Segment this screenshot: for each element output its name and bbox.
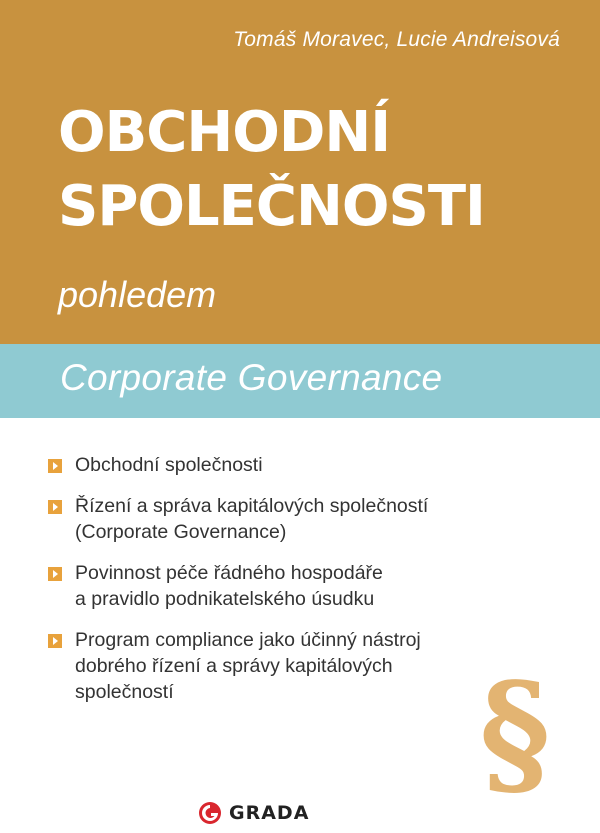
topic-item <box>48 493 518 545</box>
grada-logo-icon <box>198 801 222 825</box>
topic-item <box>48 627 518 705</box>
authors: Tomáš Moravec, Lucie Andreisová <box>233 28 560 51</box>
topic-list <box>48 452 518 720</box>
bullet-marker-icon <box>48 500 62 514</box>
section-sign-icon <box>470 668 560 803</box>
title-line-2: SPOLEČNOSTI <box>58 174 485 239</box>
bullet-marker-icon <box>48 459 62 473</box>
publisher-logo <box>198 800 309 826</box>
topic-line: Řízení a správa kapitálových společností <box>75 495 429 517</box>
topic-line: Povinnost péče řádného hospodáře <box>75 562 383 584</box>
svg-text:§: § <box>479 668 551 803</box>
corporate-governance-label: Corporate Governance <box>60 357 443 398</box>
topic-item <box>48 452 518 478</box>
topic-line: Program compliance jako účinný nástroj <box>75 629 421 651</box>
bullet-marker-icon <box>48 634 62 648</box>
publisher-name: GRADA <box>229 802 310 824</box>
topic-line: a pravidlo podnikatelského úsudku <box>75 588 375 610</box>
subtitle: pohledem <box>58 274 217 315</box>
bullet-marker-icon <box>48 567 62 581</box>
topic-item <box>48 560 518 612</box>
topic-line: (Corporate Governance) <box>75 521 287 543</box>
book-title <box>58 96 485 244</box>
topic-line: společností <box>75 681 174 703</box>
title-line-1: OBCHODNÍ <box>58 100 391 165</box>
topic-line: dobrého řízení a správy kapitálových <box>75 655 393 677</box>
topic-line: Obchodní společnosti <box>75 454 263 476</box>
